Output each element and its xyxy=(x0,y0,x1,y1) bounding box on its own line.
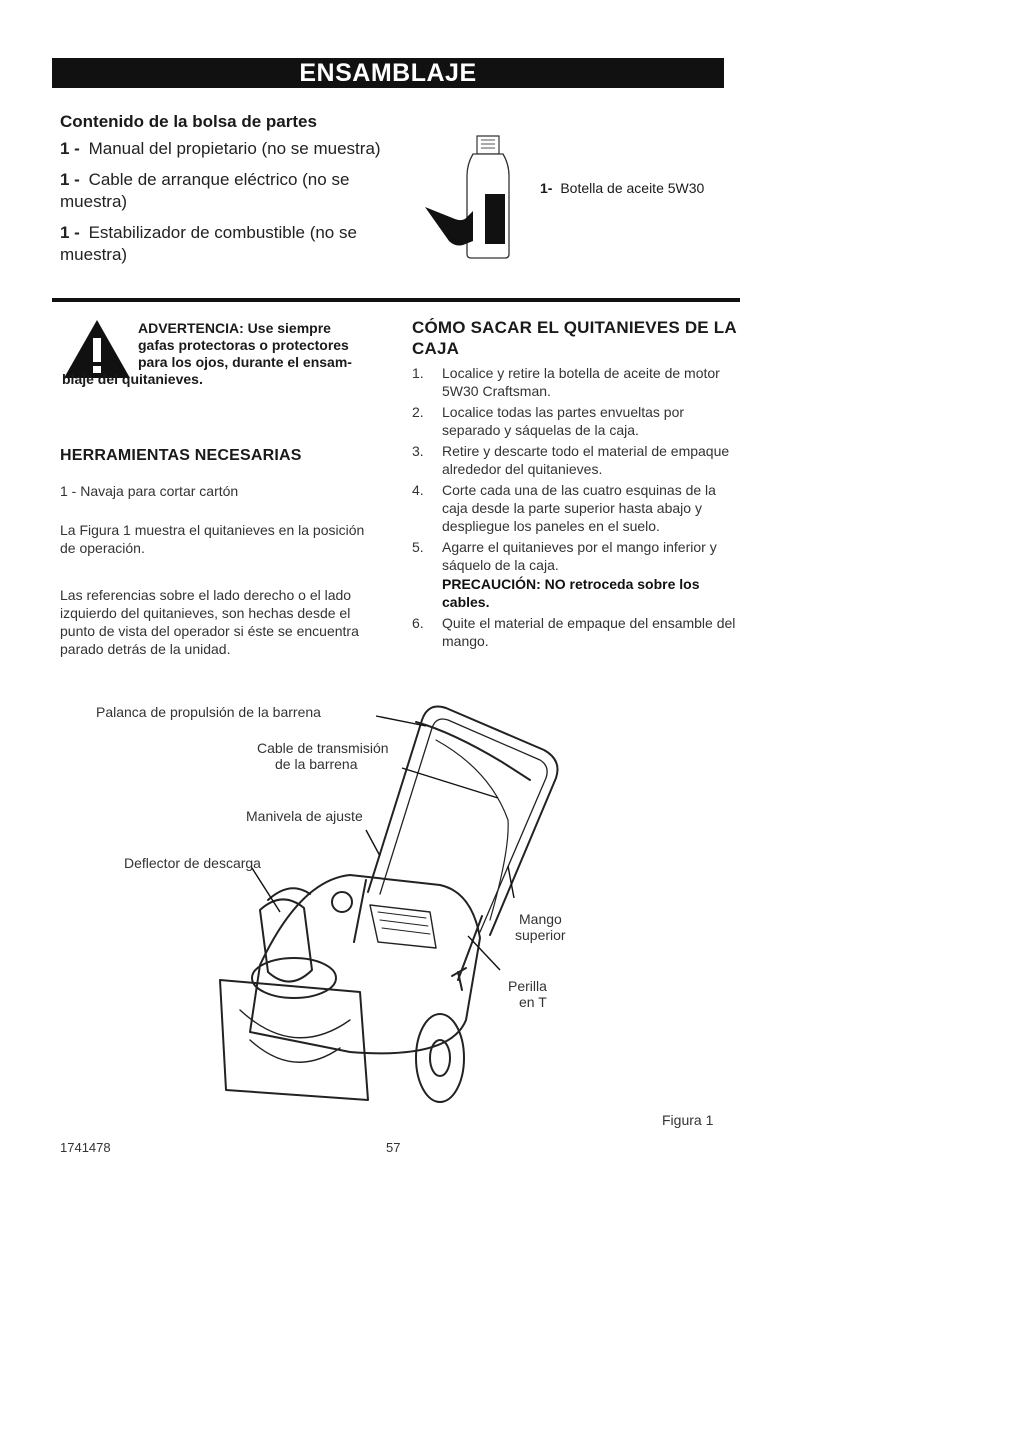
removal-step xyxy=(412,442,742,478)
leader-auger-lever xyxy=(376,716,426,726)
oil-bottle-illustration xyxy=(415,132,515,262)
auger-blade-lower xyxy=(250,1040,340,1062)
tools-item: 1 - Navaja para cortar cartón xyxy=(60,483,239,499)
label-auger-cable-line1: Cable de transmisión xyxy=(257,740,389,756)
label-t-knob-line2: en T xyxy=(519,994,547,1010)
label-t-knob-line1: Perilla xyxy=(508,978,547,994)
label-auger-lever: Palanca de propulsión de la barrena xyxy=(96,704,321,720)
wheel-hub xyxy=(430,1040,450,1076)
leader-crank xyxy=(366,830,380,856)
step-body xyxy=(442,538,742,611)
removal-step xyxy=(412,538,742,611)
item-qty: 1 - xyxy=(60,223,80,242)
orientation-paragraph: Las referencias sobre el lado derecho o el lado izquierdo del quitanieves, son hechas desde el punto de vista del operador si éste se encuentra parado detrás de la unidad. xyxy=(60,587,359,657)
step-number: 5. xyxy=(412,539,424,555)
item-text: Estabilizador de combustible (no se muestra) xyxy=(60,223,357,264)
item-qty: 1 - xyxy=(60,139,80,158)
parts-bag-item xyxy=(60,169,390,213)
bottle-label-panel xyxy=(485,194,505,244)
warning-lead: ADVERTENCIA: Use siempre gafas protectoras o protectores para los ojos, durante el ensam- xyxy=(138,320,352,370)
removal-steps xyxy=(412,364,742,653)
step-text: Quite el material de empaque del ensamble del mango. xyxy=(442,615,736,649)
label-discharge-deflector: Deflector de descarga xyxy=(124,855,261,871)
caution-note: PRECAUCIÓN: NO retroceda sobre los cables. xyxy=(442,576,700,610)
item-qty: 1 - xyxy=(60,170,80,189)
fuel-cap xyxy=(332,892,352,912)
figure-reference-paragraph: La Figura 1 muestra el quitanieves en la posición de operación. xyxy=(60,522,365,556)
auger-cable xyxy=(436,740,508,920)
section-divider xyxy=(52,298,740,302)
step-text: Localice todas las partes envueltas por separado y sáquelas de la caja. xyxy=(442,404,685,438)
step-text: Corte cada una de las cuatro esquinas de la caja desde la parte superior hasta abajo y despliegue los paneles en el suelo. xyxy=(442,482,716,534)
figure-caption: Figura 1 xyxy=(662,1112,714,1128)
chute-base xyxy=(252,958,336,998)
engine-housing xyxy=(250,875,480,1053)
step-text: Agarre el quitanieves por el mango inferior y sáquelo de la caja. xyxy=(442,539,717,573)
step-text: Localice y retire la botella de aceite de motor 5W30 Craftsman. xyxy=(442,365,720,399)
removal-title: CÓMO SACAR EL QUITANIEVES DE LA CAJA xyxy=(412,318,737,358)
warning-notice xyxy=(62,320,362,388)
label-adjustment-crank: Manivela de ajuste xyxy=(246,808,363,824)
removal-step xyxy=(412,364,742,400)
section-banner: ENSAMBLAJE xyxy=(52,58,724,88)
removal-step xyxy=(412,614,742,650)
bottle-qty: 1- xyxy=(540,180,553,196)
tools-title: HERRAMIENTAS NECESARIAS xyxy=(60,447,302,464)
engine-vent xyxy=(370,905,436,948)
step-text: Retire y descarte todo el material de empaque alrededor del quitanieves. xyxy=(442,443,730,477)
document-number: 1741478 xyxy=(60,1140,111,1155)
step-number: 4. xyxy=(412,482,424,498)
oil-bottle-label xyxy=(540,180,704,196)
label-auger-cable-line2: de la barrena xyxy=(275,756,358,772)
label-upper-handle-line2: superior xyxy=(515,927,566,943)
leader-cable xyxy=(402,768,498,798)
parts-bag-item xyxy=(60,138,390,160)
label-upper-handle-line1: Mango xyxy=(519,911,562,927)
step-number: 2. xyxy=(412,404,424,420)
step-number: 6. xyxy=(412,615,424,631)
lower-handle xyxy=(354,880,482,980)
step-number: 1. xyxy=(412,365,424,381)
parts-bag-item xyxy=(60,222,390,266)
wheel xyxy=(416,1014,464,1102)
discharge-chute xyxy=(260,899,312,981)
leader-tknob xyxy=(468,936,500,970)
bottle-cap xyxy=(477,136,499,154)
item-text: Cable de arranque eléctrico (no se muestra) xyxy=(60,170,350,211)
removal-step xyxy=(412,481,742,535)
parts-bag-title: Contenido de la bolsa de partes xyxy=(60,112,317,131)
warning-tail: blaje del quitanieves. xyxy=(62,371,203,387)
page-number: 57 xyxy=(386,1140,401,1155)
bottle-text: Botella de aceite 5W30 xyxy=(560,180,705,196)
t-knob xyxy=(452,968,466,990)
bottle-handle-shadow xyxy=(425,207,473,246)
snowthrower-illustration xyxy=(190,680,590,1130)
step-number: 3. xyxy=(412,443,424,459)
item-text: Manual del propietario (no se muestra) xyxy=(88,139,381,158)
vent-slats xyxy=(378,912,430,934)
removal-step xyxy=(412,403,742,439)
parts-bag-list xyxy=(60,138,390,275)
